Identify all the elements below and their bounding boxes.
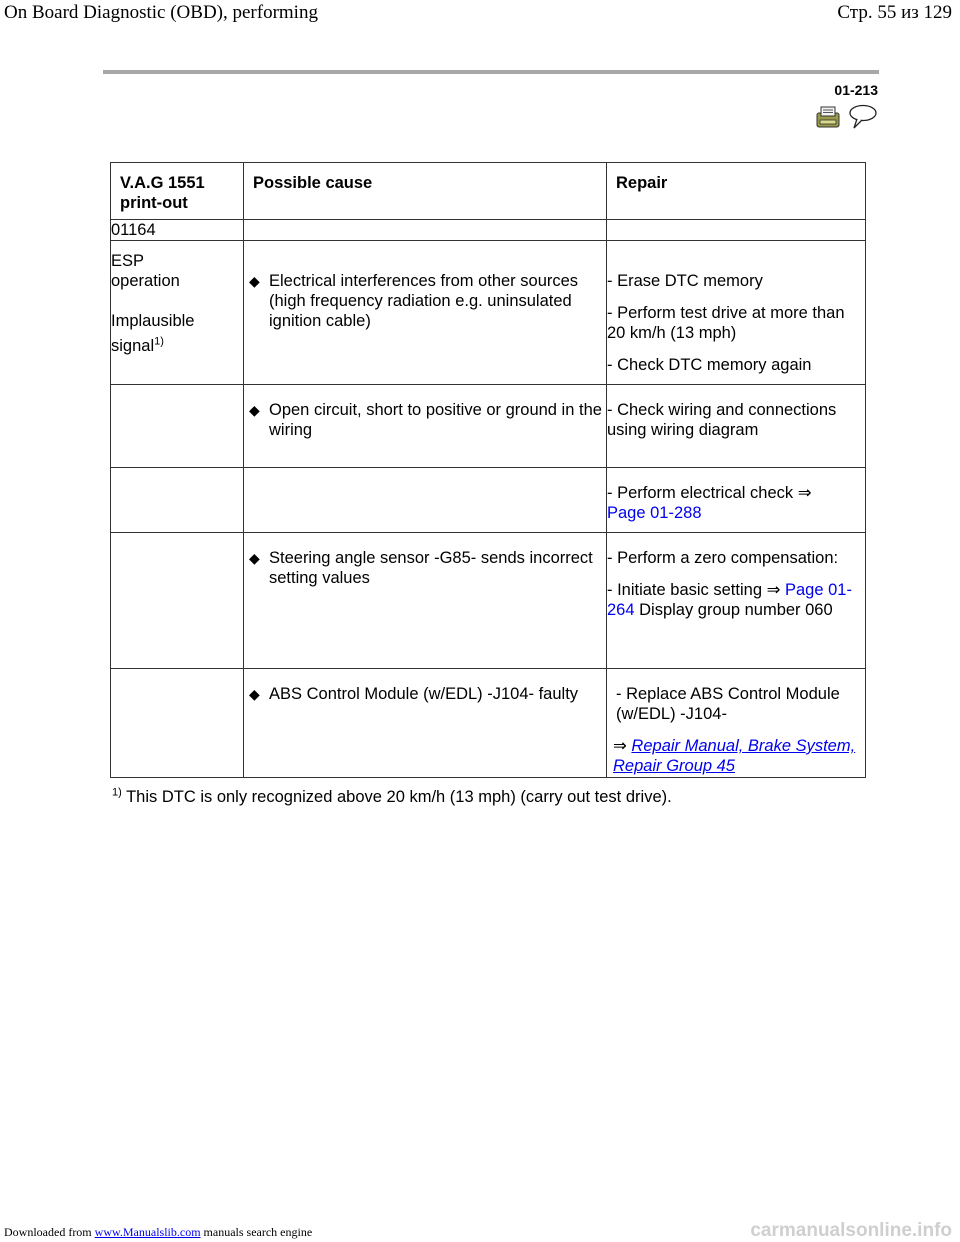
window-title-bar <box>0 0 960 26</box>
column-header-cause: Possible cause <box>244 163 607 220</box>
page-link-01-288[interactable]: Page 01-288 <box>607 504 702 522</box>
cause-item: ◆ ABS Control Module (w/EDL) -J104- faulty <box>249 685 579 703</box>
footnote-marker: 1) <box>112 786 122 799</box>
table-row <box>111 220 866 241</box>
watermark: carmanualsonline.info <box>750 1220 952 1241</box>
table-row <box>111 669 866 778</box>
table-row <box>111 385 866 468</box>
repair-step: - Perform test drive at more than 20 km/h (13 mph) <box>607 304 845 342</box>
footnote <box>112 788 672 807</box>
repair-manual-link[interactable]: Repair Manual, Brake System, Repair Group 45 <box>613 737 856 775</box>
repair-step: - Perform a zero compensation: <box>607 549 839 567</box>
document-title: On Board Diagnostic (OBD), performing <box>4 2 318 23</box>
table-row <box>111 468 866 533</box>
dtc-code: 01164 <box>111 220 244 241</box>
page-link-01-264[interactable]: Page 01-264 <box>607 581 852 619</box>
bullet-diamond-icon: ◆ <box>249 550 260 566</box>
speech-bubble-icon[interactable] <box>850 106 876 129</box>
footnote-text: This DTC is only recognized above 20 km/h (13 mph) (carry out test drive). <box>126 788 672 806</box>
column-header-printout: V.A.G 1551 print-out <box>111 163 244 220</box>
bullet-diamond-icon: ◆ <box>249 273 260 289</box>
bullet-diamond-icon: ◆ <box>249 402 260 418</box>
dtc-table <box>110 162 866 778</box>
column-header-repair: Repair <box>607 163 866 220</box>
page-number: 01-213 <box>834 82 878 98</box>
repair-step: - Check DTC memory again <box>607 356 812 374</box>
repair-step: - Replace ABS Control Module (w/EDL) -J104- <box>616 685 840 723</box>
dtc-description: ESP operation Implausible signal$^{1)}$ <box>111 241 244 385</box>
cause-item: ◆ Steering angle sensor -G85- sends incorrect setting values <box>249 549 593 587</box>
header-rule <box>103 70 879 74</box>
cause-item: ◆ Electrical interferences from other sources (high frequency radiation e.g. uninsulated ignition cable) <box>249 272 579 330</box>
repair-step: - Erase DTC memory <box>607 272 763 290</box>
repair-step: ⇒ Repair Manual, Brake System, Repair Group 45 <box>613 737 856 775</box>
page-counter: Стр. 55 из 129 <box>837 2 952 23</box>
manualslib-link[interactable]: www.Manualslib.com <box>94 1225 201 1239</box>
footnote-ref: 1) <box>154 335 164 348</box>
download-notice: Downloaded from www.Manualslib.com manuals search engine <box>4 1225 313 1239</box>
bullet-diamond-icon: ◆ <box>249 686 260 702</box>
repair-step: - Perform electrical check ⇒ Page 01-288 <box>607 484 812 522</box>
repair-step: - Initiate basic setting ⇒ Page 01-264 Display group number 060 <box>607 581 852 619</box>
download-footer <box>0 1222 960 1242</box>
table-row <box>111 533 866 669</box>
table-header-row <box>111 163 866 220</box>
cause-item: ◆ Open circuit, short to positive or ground in the wiring <box>249 401 602 439</box>
toolbar-icons <box>816 104 880 130</box>
table-row <box>111 241 866 385</box>
repair-step: - Check wiring and connections using wiring diagram <box>607 401 837 439</box>
printer-icon[interactable] <box>817 107 839 127</box>
